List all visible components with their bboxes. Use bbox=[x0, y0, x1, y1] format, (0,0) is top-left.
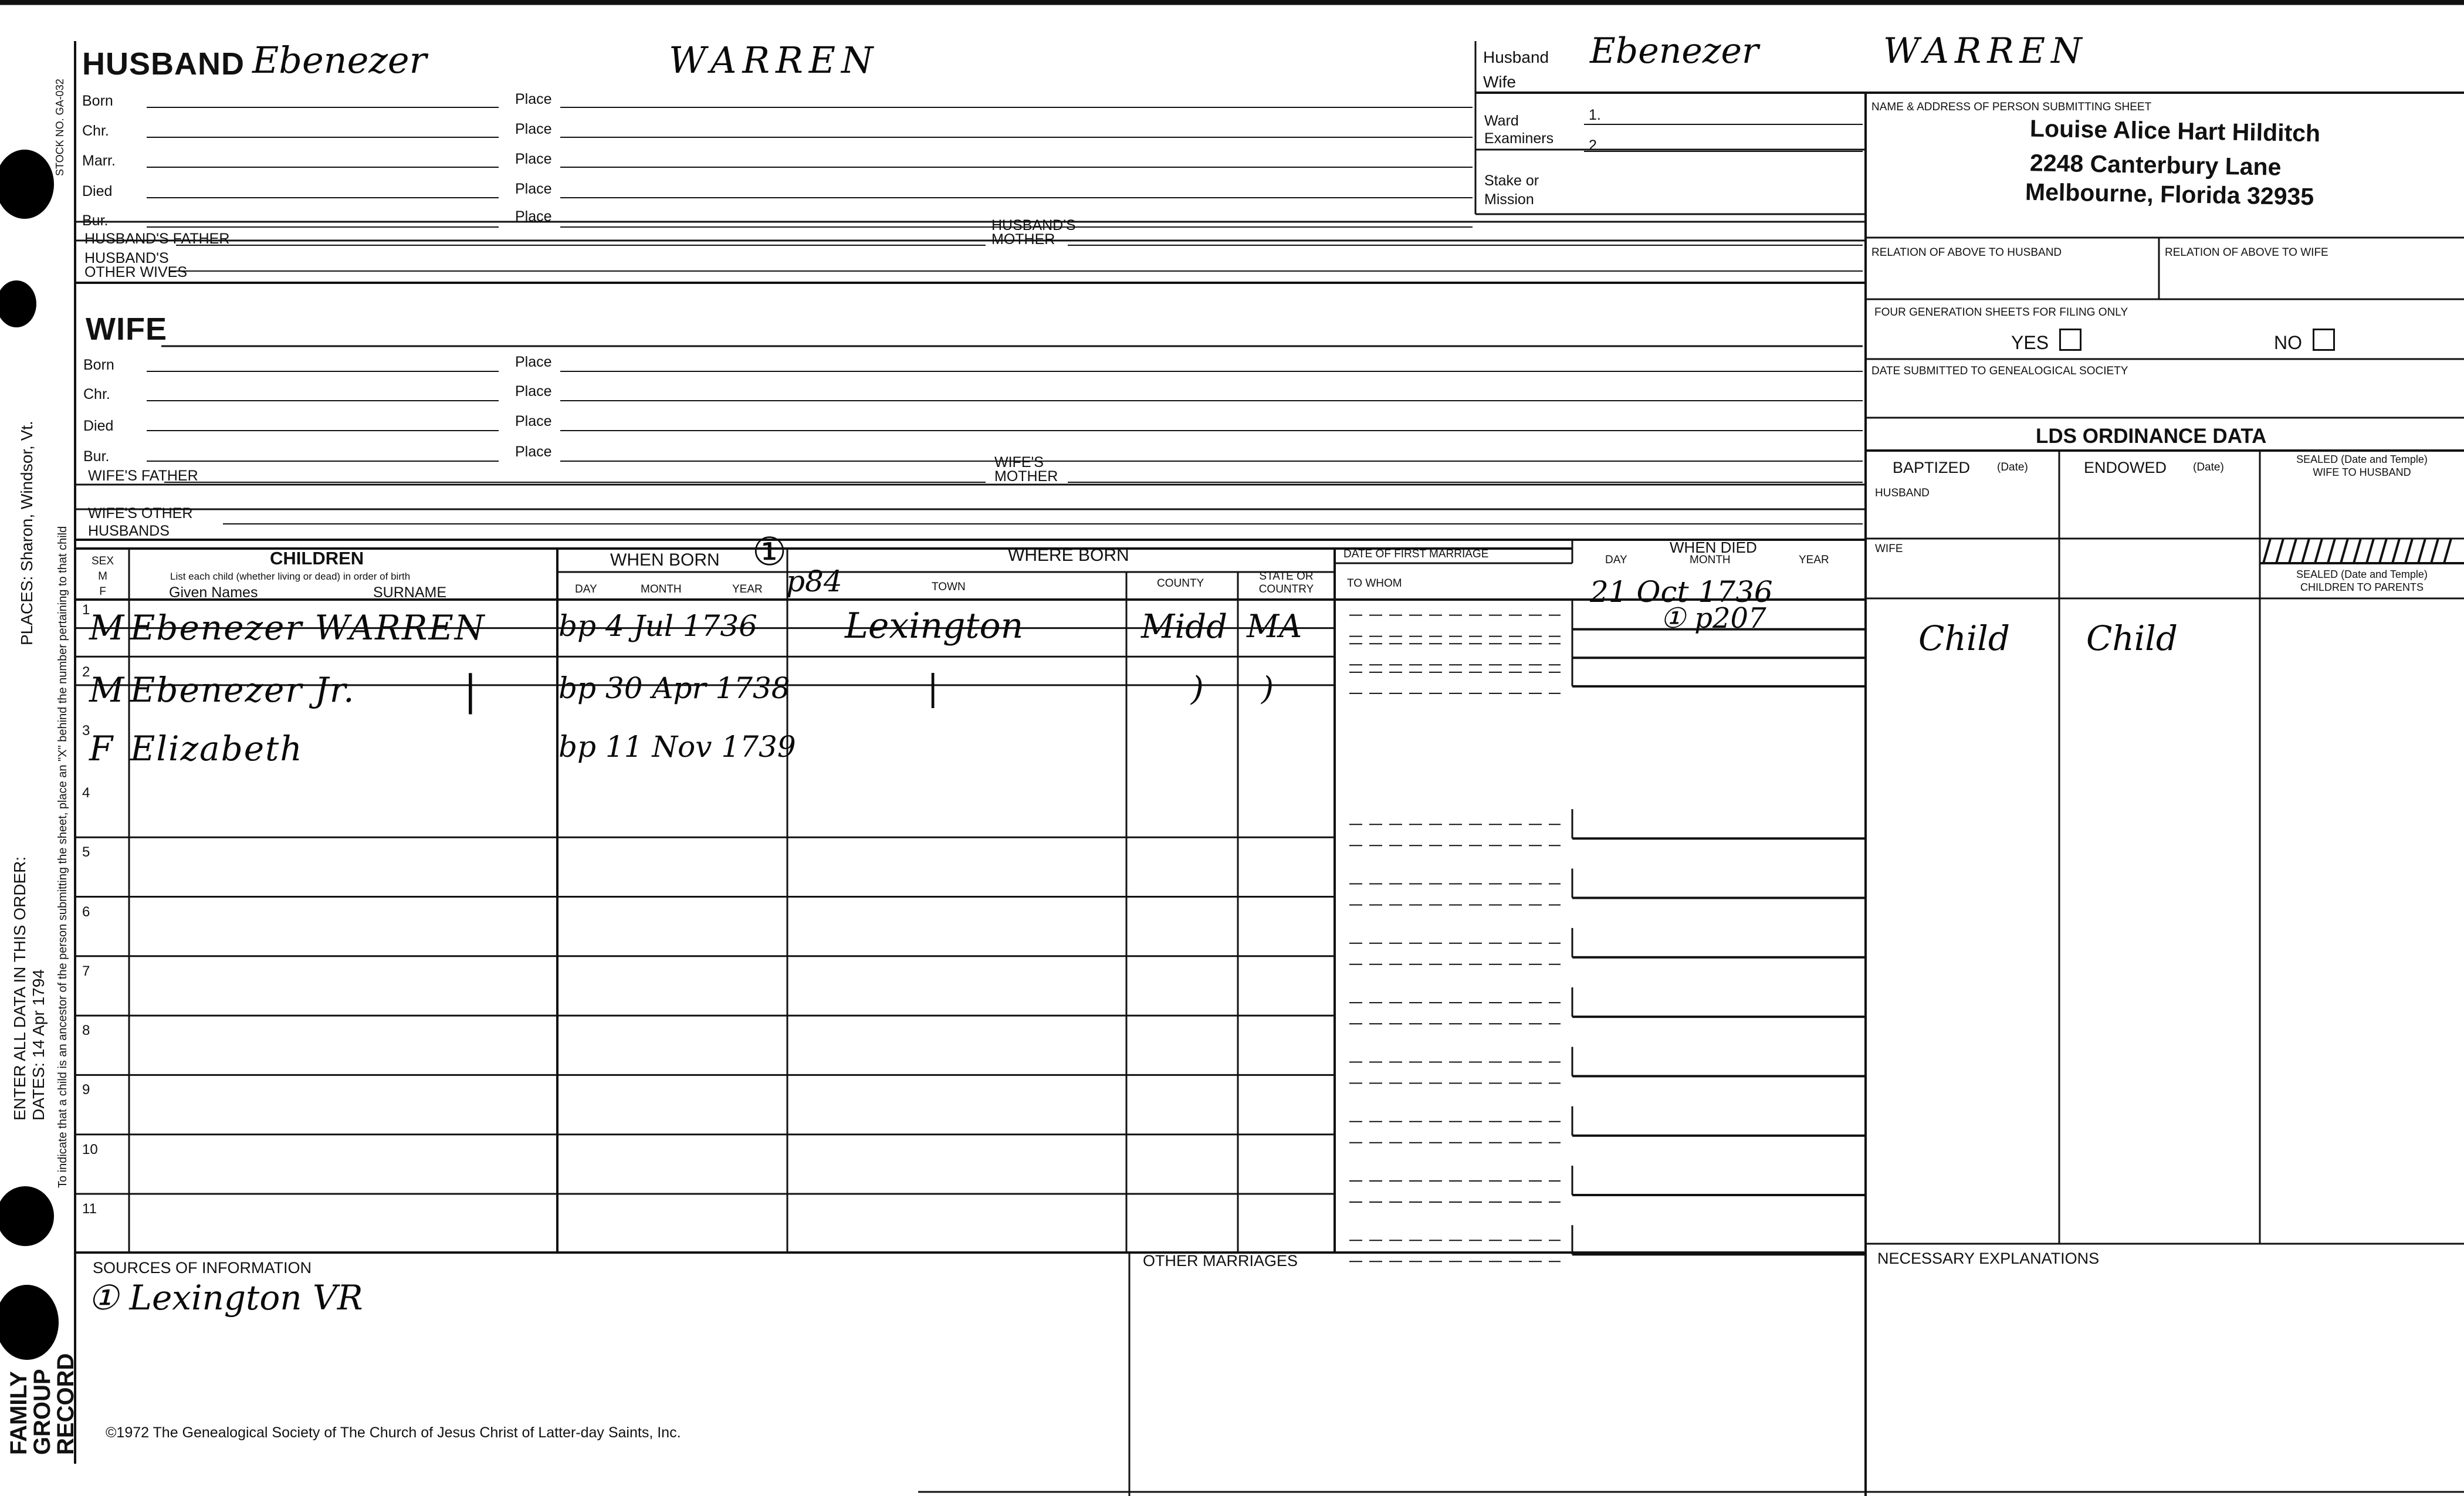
stake-label bbox=[1484, 171, 1539, 209]
examiner-2-label: 2 bbox=[1589, 137, 1597, 154]
child-row-number: 2 bbox=[82, 664, 90, 680]
child-row-number: 6 bbox=[82, 903, 90, 920]
form-title bbox=[7, 1353, 77, 1455]
child-row-number: 1 bbox=[82, 602, 90, 618]
child-town[interactable]: Lexington bbox=[845, 605, 1024, 647]
to-whom-header: TO WHOM bbox=[1347, 577, 1402, 590]
child-sex[interactable]: M bbox=[89, 608, 124, 648]
form-title-line: GROUP bbox=[29, 1369, 55, 1455]
other-marriages-label: OTHER MARRIAGES bbox=[1143, 1252, 1298, 1270]
sex-header-line: M bbox=[98, 570, 107, 583]
husband-father-label: HUSBAND'S FATHER bbox=[84, 231, 230, 247]
when-died-header: WHEN DIED bbox=[1670, 539, 1757, 556]
wife-other-husbands-label bbox=[88, 505, 192, 540]
sources-label: SOURCES OF INFORMATION bbox=[93, 1259, 312, 1277]
lds-husband-row-label: HUSBAND bbox=[1875, 487, 1930, 499]
examiner-1-label: 1. bbox=[1589, 107, 1601, 123]
sex-header-line: F bbox=[99, 585, 106, 598]
where-born-header: WHERE BORN bbox=[1008, 546, 1129, 565]
husband-died-label: Died bbox=[82, 183, 113, 199]
child-name-ditto[interactable]: | bbox=[463, 666, 478, 715]
necessary-explanations-label: NECESSARY EXPLANATIONS bbox=[1877, 1250, 2100, 1267]
four-generation-label: FOUR GENERATION SHEETS FOR FILING ONLY bbox=[1874, 306, 2128, 319]
form-title-line: FAMILY bbox=[6, 1371, 32, 1455]
wife-mother-label-line: WIFE'S bbox=[994, 454, 1044, 471]
wife-heading: WIFE bbox=[86, 312, 167, 347]
child-row-number: 7 bbox=[82, 963, 90, 979]
lds-title: LDS ORDINANCE DATA bbox=[2036, 425, 2267, 448]
husband-mother-label bbox=[991, 218, 1076, 246]
sealed-wife-line: WIFE TO HUSBAND bbox=[2313, 466, 2411, 478]
form-title-line: RECORD bbox=[53, 1353, 79, 1455]
relation-wife-label: RELATION OF ABOVE TO WIFE bbox=[2165, 246, 2328, 259]
no-label: NO bbox=[2274, 332, 2302, 353]
given-names-header: Given Names bbox=[169, 584, 258, 601]
header-husband-surname[interactable]: WARREN bbox=[1883, 31, 2088, 72]
wife-other-husbands-line: WIFE'S OTHER bbox=[88, 505, 193, 522]
child-died-source[interactable]: ① p207 bbox=[1660, 602, 1766, 635]
child-town[interactable]: | bbox=[927, 668, 939, 709]
child-when-born[interactable]: bp 11 Nov 1739 bbox=[559, 730, 796, 764]
husband-chr-place-label: Place bbox=[515, 121, 552, 137]
baptized-date-tag: (Date) bbox=[1997, 461, 2028, 473]
born-month-header: MONTH bbox=[641, 583, 682, 595]
first-marriage-header: DATE OF FIRST MARRIAGE bbox=[1343, 548, 1489, 560]
husband-died-place-label: Place bbox=[515, 181, 552, 197]
child-sex[interactable]: F bbox=[89, 729, 113, 769]
header-wife-label: Wife bbox=[1483, 73, 1516, 91]
town-header: TOWN bbox=[932, 581, 966, 593]
child-died-date[interactable]: 21 Oct 1736 bbox=[1590, 575, 1773, 609]
sealed-wife-line: SEALED (Date and Temple) bbox=[2296, 453, 2428, 465]
husband-born-place-label: Place bbox=[515, 91, 552, 107]
child-row-number: 9 bbox=[82, 1082, 90, 1098]
ward-label: Ward bbox=[1484, 113, 1519, 129]
wife-chr-label: Chr. bbox=[83, 386, 110, 402]
state-header bbox=[1238, 570, 1335, 596]
endowed-label: ENDOWED bbox=[2084, 459, 2167, 476]
child-row-number: 10 bbox=[82, 1141, 98, 1157]
husband-given-name[interactable]: Ebenezer bbox=[252, 39, 427, 82]
child-name[interactable]: Elizabeth bbox=[130, 729, 303, 769]
child-when-born[interactable]: bp 4 Jul 1736 bbox=[559, 609, 757, 643]
enter-order-text: ENTER ALL DATA IN THIS ORDER: bbox=[11, 856, 29, 1121]
husband-mother-label-line: MOTHER bbox=[991, 231, 1055, 248]
child-endowed[interactable]: Child bbox=[2086, 618, 2178, 658]
husband-other-wives-label bbox=[84, 251, 187, 279]
husband-bur-place-label: Place bbox=[515, 208, 552, 225]
wife-died-label: Died bbox=[83, 418, 114, 434]
sex-header-line: SEX bbox=[91, 555, 114, 567]
places-note: PLACES: Sharon, Windsor, Vt. bbox=[18, 421, 36, 645]
wife-father-label: WIFE'S FATHER bbox=[88, 468, 198, 484]
ancestor-instruction: To indicate that a child is an ancestor of the person submitting the sheet, place an "X" behind the number pertaining to that child bbox=[56, 526, 69, 1188]
stake-label-line: Stake or bbox=[1484, 172, 1539, 189]
yes-checkbox[interactable] bbox=[2059, 329, 2081, 351]
wife-chr-place-label: Place bbox=[515, 383, 552, 400]
husband-other-wives-line: OTHER WIVES bbox=[84, 264, 188, 280]
child-county[interactable]: ) bbox=[1191, 670, 1204, 708]
child-baptized[interactable]: Child bbox=[1918, 618, 2010, 658]
baptized-label: BAPTIZED bbox=[1893, 459, 1971, 476]
born-day-header: DAY bbox=[575, 583, 597, 595]
county-header: COUNTY bbox=[1157, 577, 1204, 590]
stake-label-line: Mission bbox=[1484, 191, 1534, 208]
children-subheader: List each child (whether living or dead) in order of birth bbox=[170, 571, 411, 582]
husband-marr-place-label: Place bbox=[515, 151, 552, 167]
husband-mother-label-line: HUSBAND'S bbox=[991, 217, 1076, 233]
husband-born-label: Born bbox=[82, 93, 113, 109]
state-header-line: COUNTRY bbox=[1258, 583, 1314, 595]
yes-label: YES bbox=[2011, 332, 2049, 353]
where-born-page-mark: p84 bbox=[786, 564, 842, 598]
child-row-number: 11 bbox=[82, 1201, 97, 1217]
child-when-born[interactable]: bp 30 Apr 1738 bbox=[559, 671, 790, 705]
died-month-header: MONTH bbox=[1690, 554, 1731, 566]
husband-bur-label: Bur. bbox=[82, 212, 109, 229]
submitter-street[interactable]: 2248 Canterbury Lane bbox=[2029, 149, 2282, 181]
endowed-date-tag: (Date) bbox=[2193, 461, 2224, 473]
sealed-children-label bbox=[2260, 568, 2464, 594]
child-name[interactable]: Ebenezer WARREN bbox=[130, 608, 486, 648]
wife-born-label: Born bbox=[83, 357, 114, 373]
stock-number: STOCK NO. GA-032 bbox=[54, 79, 66, 176]
state-header-line: STATE OR bbox=[1259, 570, 1314, 583]
wife-bur-label: Bur. bbox=[83, 448, 110, 465]
sex-header bbox=[82, 554, 123, 600]
submitter-name[interactable]: Louise Alice Hart Hilditch bbox=[2029, 114, 2321, 147]
surname-header: SURNAME bbox=[373, 584, 447, 601]
husband-heading: HUSBAND bbox=[82, 46, 245, 82]
children-header: CHILDREN bbox=[270, 548, 364, 568]
died-day-header: DAY bbox=[1605, 554, 1627, 566]
sealed-children-line: CHILDREN TO PARENTS bbox=[2300, 581, 2424, 593]
wife-bur-place-label: Place bbox=[515, 444, 552, 460]
examiners-label: Examiners bbox=[1484, 130, 1554, 147]
sealed-wife-label bbox=[2260, 453, 2464, 479]
died-year-header: YEAR bbox=[1799, 554, 1829, 566]
date-submitted-label: DATE SUBMITTED TO GENEALOGICAL SOCIETY bbox=[1871, 365, 2128, 377]
header-husband-label: Husband bbox=[1483, 48, 1549, 66]
child-state[interactable]: MA bbox=[1247, 608, 1302, 645]
wife-mother-label bbox=[994, 455, 1058, 483]
child-row-number: 5 bbox=[82, 844, 90, 861]
child-sex[interactable]: M bbox=[89, 670, 124, 710]
copyright-notice: ©1972 The Genealogical Society of The Church of Jesus Christ of Latter-day Saints, Inc. bbox=[106, 1424, 681, 1441]
husband-marr-label: Marr. bbox=[82, 153, 116, 169]
sealed-children-line: SEALED (Date and Temple) bbox=[2296, 568, 2428, 580]
child-row-number: 3 bbox=[82, 723, 90, 739]
child-state[interactable]: ) bbox=[1261, 670, 1274, 707]
child-row-number: 4 bbox=[82, 784, 90, 801]
child-county[interactable]: Midd bbox=[1141, 608, 1227, 646]
born-year-header: YEAR bbox=[732, 583, 763, 595]
husband-surname[interactable]: WARREN bbox=[669, 39, 879, 82]
when-born-source-mark: ① bbox=[752, 529, 787, 574]
when-born-header: WHEN BORN bbox=[610, 550, 720, 570]
husband-chr-label: Chr. bbox=[82, 123, 109, 139]
enter-order-note bbox=[11, 857, 48, 1121]
no-checkbox[interactable] bbox=[2313, 329, 2335, 351]
lds-wife-row-label: WIFE bbox=[1875, 543, 1903, 555]
relation-husband-label: RELATION OF ABOVE TO HUSBAND bbox=[1871, 246, 2062, 259]
wife-mother-label-line: MOTHER bbox=[994, 468, 1058, 485]
wife-died-place-label: Place bbox=[515, 413, 552, 429]
wife-other-husbands-line: HUSBANDS bbox=[88, 523, 170, 539]
submitter-city[interactable]: Melbourne, Florida 32935 bbox=[2025, 178, 2314, 211]
header-husband-given[interactable]: Ebenezer bbox=[1590, 31, 1759, 72]
dates-text: DATES: 14 Apr 1794 bbox=[29, 969, 48, 1121]
sources-value[interactable]: ① Lexington VR bbox=[88, 1278, 363, 1318]
child-name[interactable]: Ebenezer Jr. bbox=[130, 670, 356, 710]
submitter-label: NAME & ADDRESS OF PERSON SUBMITTING SHEET bbox=[1871, 101, 2152, 113]
husband-other-wives-line: HUSBAND'S bbox=[84, 250, 169, 266]
child-row-number: 8 bbox=[82, 1023, 90, 1039]
wife-born-place-label: Place bbox=[515, 354, 552, 370]
